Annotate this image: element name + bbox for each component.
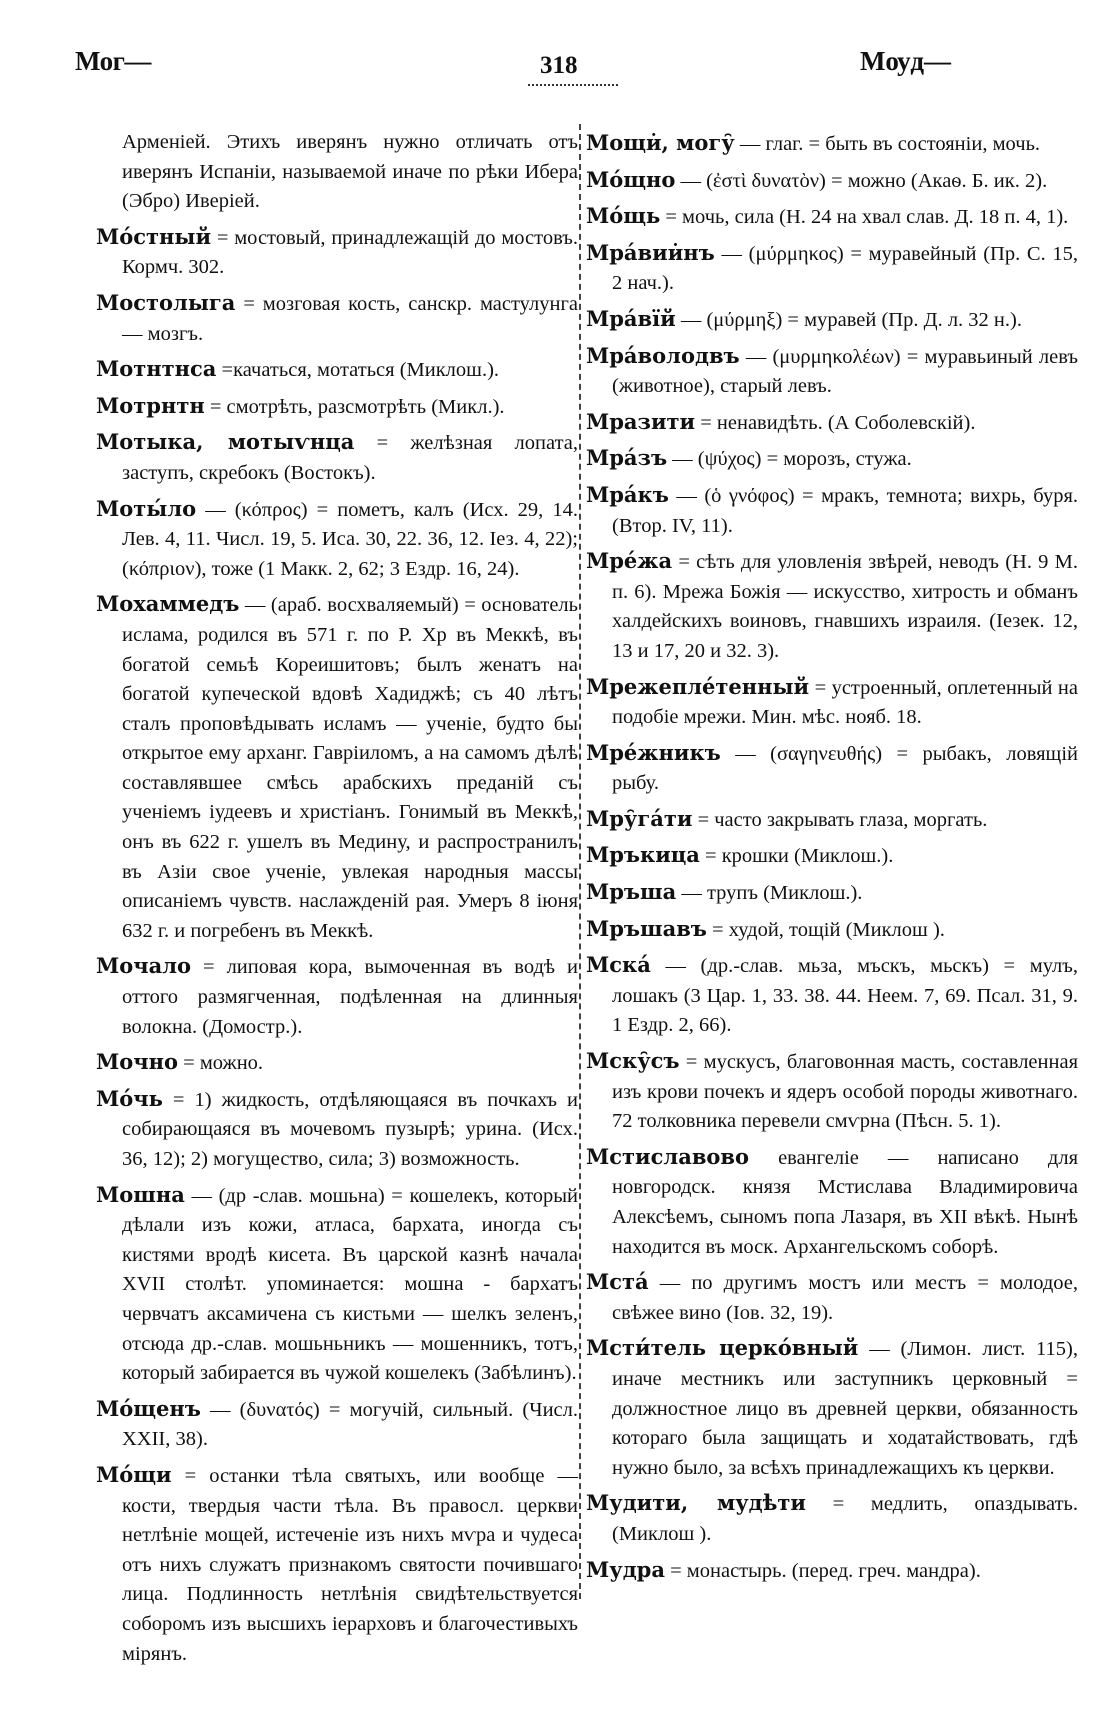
entry-headword: Мръкица bbox=[586, 842, 700, 868]
entry-headword: Мощи̇, могу̑ bbox=[586, 130, 735, 155]
entry-definition: — (ὁ γνόφος) = мракъ, темнота; вихрь, буря. (Втор. IV, 11). bbox=[612, 484, 1078, 537]
entry-headword: Мску̑съ bbox=[586, 1048, 680, 1074]
entry-definition: = устроенный, оплетенный на подобіе мрежи. Мин. мѣс. нояб. 18. bbox=[612, 676, 1078, 729]
dictionary-entry bbox=[586, 480, 1078, 541]
entry-headword: Мо́щь bbox=[586, 203, 661, 229]
entry-definition: — (κόπρος) = пометъ, калъ (Исх. 29, 14. Лев. 4, 11. Числ. 19, 5. Иса. 30, 22. 36, 12. Iез. 4, 22); (κόπριον), тоже (1 Макк. 2, 62; 3 Ездр. 16, 24). bbox=[122, 498, 578, 580]
entry-headword: Мо́стный bbox=[96, 223, 212, 249]
entry-definition: =качаться, мотаться (Миклош.). bbox=[221, 359, 500, 382]
entry-headword: Мска́ bbox=[586, 952, 651, 978]
entry-definition: — (μυρμηκολέων) = муравьиный левъ (животное), старый левъ. bbox=[612, 345, 1079, 398]
dictionary-entry bbox=[586, 1333, 1078, 1483]
entry-headword: Мру̑га́ти bbox=[586, 805, 693, 831]
dictionary-entry bbox=[586, 738, 1078, 799]
dictionary-entry bbox=[586, 840, 1078, 872]
dictionary-entry bbox=[96, 354, 578, 386]
entry-definition: евангеліе — написано для новгородск. князя Мстислава Владимировича Алексѣемъ, сыномъ попа Лазаря, въ XII вѣкѣ. Нынѣ находится въ моск. Архангельскомъ соборѣ. bbox=[612, 1146, 1078, 1258]
entry-headword: Мудити, мудѣти bbox=[586, 1490, 807, 1516]
entry-headword: Мотыка, мотыѵнца bbox=[96, 429, 355, 455]
entry-definition: — глаг. = быть въ состояніи, мочь. bbox=[739, 133, 1041, 155]
entry-definition: = мускусъ, благовонная масть, составленная изъ крови почекъ и ядеръ особой породы животнаго. 72 толковника перевели смѵрна (Пѣсн. 5. 1). bbox=[612, 1051, 1079, 1133]
entry-headword: Мочно bbox=[96, 1049, 179, 1075]
entry-headword: Мудра bbox=[586, 1556, 665, 1582]
entry-definition: — (σαγηνευθής) = рыбакъ, ловящій рыбу. bbox=[612, 742, 1079, 795]
dictionary-entry bbox=[96, 391, 578, 423]
entry-definition: — (δυνατός) = могучій, сильный. (Числ. XXII, 38). bbox=[122, 1398, 579, 1451]
dictionary-entry bbox=[96, 288, 578, 349]
entry-headword: Мсти́тель церко́вный bbox=[586, 1335, 859, 1361]
dictionary-entry bbox=[96, 1047, 578, 1079]
entry-definition: — (др.-слав. мьза, мъскъ, мьскъ) = мулъ, лошакъ (3 Цар. 1, 33. 38. 44. Неем. 7, 69. Псал. 31, 9. 1 Ездр. 2, 66). bbox=[612, 955, 1078, 1037]
entry-headword: Мошна bbox=[96, 1181, 185, 1207]
entry-headword: Мразити bbox=[586, 408, 696, 434]
entry-definition: = липовая кора, вымоченная въ водѣ и оттого размягченная, подѣленная на длинныя волокна. (Домостр.). bbox=[122, 956, 578, 1038]
entry-definition: = мочь, сила (Н. 24 на хвал слав. Д. 18 п. 4, 1). bbox=[665, 206, 1069, 229]
dictionary-entry bbox=[96, 494, 578, 585]
entry-definition: = мозговая кость, санскр. мастулунга — мозгъ. bbox=[122, 292, 578, 345]
dictionary-entry bbox=[586, 950, 1078, 1041]
entry-headword: Мо́щно bbox=[586, 166, 676, 192]
dictionary-entry bbox=[586, 165, 1078, 197]
entry-headword: Моты́ло bbox=[96, 495, 197, 521]
dictionary-entry bbox=[586, 672, 1078, 733]
dictionary-entry bbox=[586, 914, 1078, 946]
page-number-ornament bbox=[528, 84, 618, 88]
dictionary-entry bbox=[586, 443, 1078, 475]
entry-headword: Мотнтнса bbox=[96, 356, 217, 382]
entry-headword: Мохаммедъ bbox=[96, 591, 240, 617]
dictionary-entry bbox=[96, 427, 578, 488]
dictionary-entry bbox=[586, 341, 1078, 402]
dictionary-entry bbox=[96, 951, 578, 1042]
page-number: 318 bbox=[540, 52, 578, 79]
running-head-left: Мог— bbox=[75, 46, 151, 76]
dictionary-entry bbox=[586, 1267, 1078, 1328]
dictionary-entry bbox=[586, 546, 1078, 666]
entry-headword: Мра́къ bbox=[586, 481, 669, 507]
entry-headword: Мра́володвъ bbox=[586, 342, 740, 368]
dictionary-entry bbox=[586, 1142, 1078, 1262]
entry-definition: = крошки (Миклош.). bbox=[705, 845, 894, 868]
entry-definition: = худой, тощій (Миклош ). bbox=[712, 918, 945, 941]
dictionary-entry bbox=[96, 589, 578, 946]
dictionary-entry bbox=[586, 1488, 1078, 1549]
entry-definition: — (ἐστὶ δυνατὸν) = можно (Акаѳ. Б. ик. 2). bbox=[680, 169, 1048, 192]
dictionary-entry bbox=[96, 1394, 578, 1455]
entry-headword: Мрежепле́тенный bbox=[586, 673, 810, 699]
dictionary-entry bbox=[96, 128, 578, 217]
dictionary-entry bbox=[586, 1555, 1078, 1587]
entry-definition: = медлить, опаздывать. (Миклош ). bbox=[612, 1493, 1079, 1545]
entry-headword: Мра́зъ bbox=[586, 445, 668, 471]
dictionary-entry bbox=[586, 201, 1078, 233]
entry-headword: Мста́ bbox=[586, 1269, 649, 1295]
entry-definition: = монастырь. (перед. греч. мандра). bbox=[670, 1559, 981, 1582]
entry-definition: — по другимъ мостъ или местъ = молодое, свѣжее вино (Iов. 32, 19). bbox=[612, 1272, 1079, 1324]
dictionary-entry bbox=[586, 1046, 1078, 1137]
dictionary-entry bbox=[586, 804, 1078, 836]
entry-definition: — (μύρμηκος) = муравейный (Пр. С. 15, 2 нач.). bbox=[612, 242, 1079, 295]
entry-headword: Мочало bbox=[96, 953, 192, 979]
dictionary-entry bbox=[96, 1460, 578, 1669]
dictionary-entry bbox=[586, 238, 1078, 299]
entry-definition: = останки тѣла святыхъ, или вообще — кости, твердыя части тѣла. Въ правосл. церкви нетлѣніе мощей, истеченіе изъ нихъ мѵра и чудеса отъ нихъ служатъ признакомъ святости почившаго лица. Подлинность нетлѣнія свидѣтельствуется соборомъ изъ высшихъ іерарховъ и благочестивыхъ мірянъ. bbox=[122, 1464, 579, 1665]
entry-definition: = желѣзная лопата, заступъ, скребокъ (Востокъ). bbox=[122, 432, 579, 484]
entry-definition: Арменіей. Этихъ иверянъ нужно отличать отъ иверянъ Испаніи, называемой иначе по рѣки Ибера (Эбро) Иверіей. bbox=[122, 131, 578, 213]
entry-definition: = мостовый, принадлежащій до мостовъ. Кормч. 302. bbox=[122, 226, 578, 279]
column-divider bbox=[579, 124, 581, 1599]
entry-definition: — (араб. восхваляемый) = основатель ислама, родился въ 571 г. по Р. Хр въ Меккѣ, въ богатой семьѣ Кореишитовъ; былъ женатъ на богатой купеческой вдовѣ Хадиджѣ; съ 40 лѣтъ сталъ проповѣдывать исламъ — ученіе, будто бы открытое ему арханг. Гавріиломъ, а на самомъ дѣлѣ составлявшее смѣсь арабскихъ преданій съ ученіемъ іудеевъ и христіанъ. Гонимый въ Меккѣ, онъ въ 622 г. ушелъ въ Медину, и распространилъ въ Азіи свое ученіе, увлекая народныя массы описаніемъ чувств. наслажденій рая. Умеръ 8 іюня 632 г. и погребенъ въ Меккѣ. bbox=[122, 594, 578, 942]
dictionary-entry bbox=[586, 304, 1078, 336]
entry-definition: = смотрѣть, разсмотрѣть (Микл.). bbox=[209, 395, 505, 418]
entry-definition: = часто закрывать глаза, моргать. bbox=[697, 808, 988, 831]
entry-headword: Мре́жникъ bbox=[586, 739, 721, 765]
entry-definition: — (ψύχος) = морозъ, стужа. bbox=[672, 448, 912, 471]
entry-definition: — (Лимон. лист. 115), иначе местникъ или заступникъ церковный = должностное лицо въ древней церкви, обязанность котораго была защищать и ходатайствовать, гдѣ нужно было, за всѣхъ принадлежащихъ къ церкви. bbox=[612, 1338, 1078, 1479]
entry-definition: — трупъ (Миклош.). bbox=[681, 882, 863, 905]
entry-headword: Мре́жа bbox=[586, 548, 673, 574]
entry-headword: Мръша bbox=[586, 879, 677, 905]
entry-headword: Мотрнтн bbox=[96, 392, 205, 418]
entry-headword: Мра́вїй bbox=[586, 305, 676, 331]
entry-definition: — (μύρμηξ) = муравей (Пр. Д. л. 32 н.). bbox=[680, 308, 1022, 331]
dictionary-entry bbox=[96, 1180, 578, 1389]
entry-definition: = 1) жидкость, отдѣляющаяся въ почкахъ и собирающаяся въ мочевомъ пузырѣ; урина. (Исх. 36, 12); 2) могущество, сила; 3) возможность. bbox=[122, 1088, 578, 1170]
dictionary-entry bbox=[586, 128, 1078, 160]
entry-definition: = сѣть для уловленія звѣрей, неводъ (Н. 9 М. п. 6). Мрежа Божія — искусство, хитрость и обманъ халдейскихъ воиновъ, гнавшихъ израиля. (Iезек. 12, 13 и 17, 20 и 32. 3). bbox=[612, 551, 1078, 662]
dictionary-entry bbox=[586, 877, 1078, 909]
right-column bbox=[586, 128, 1078, 1591]
entry-definition: = ненавидѣть. (А Соболевскій). bbox=[700, 411, 976, 434]
entry-headword: Мо́щи bbox=[96, 1461, 172, 1487]
entry-headword: Мстиславово bbox=[586, 1143, 750, 1169]
entry-headword: Мръшавъ bbox=[586, 915, 707, 941]
entry-headword: Мостолыга bbox=[96, 289, 236, 315]
entry-definition: — (др -слав. мошьна) = кошелекъ, который дѣлали изъ кожи, атласа, бархата, иногда съ кистями вродѣ кисета. Въ царской казнѣ начала XVII столѣт. упоминается: мошна - бархатъ червчатъ аксамичена съ кистьми — шелкъ зеленъ, отсюда др.-слав. мошьньникъ — мошенникъ, тотъ, который забирается въ чужой кошелекъ (Забѣлинъ). bbox=[122, 1184, 579, 1385]
dictionary-entry bbox=[96, 222, 578, 283]
dictionary-entry bbox=[96, 1084, 578, 1175]
entry-definition: = можно. bbox=[183, 1052, 264, 1075]
dictionary-entry bbox=[586, 407, 1078, 439]
running-head-right: Мѹд— bbox=[860, 46, 951, 76]
entry-headword: Мо́чь bbox=[96, 1085, 163, 1111]
entry-headword: Мо́щенъ bbox=[96, 1395, 201, 1421]
left-column bbox=[96, 128, 578, 1674]
entry-headword: Мра́вии̇нъ bbox=[586, 239, 715, 265]
